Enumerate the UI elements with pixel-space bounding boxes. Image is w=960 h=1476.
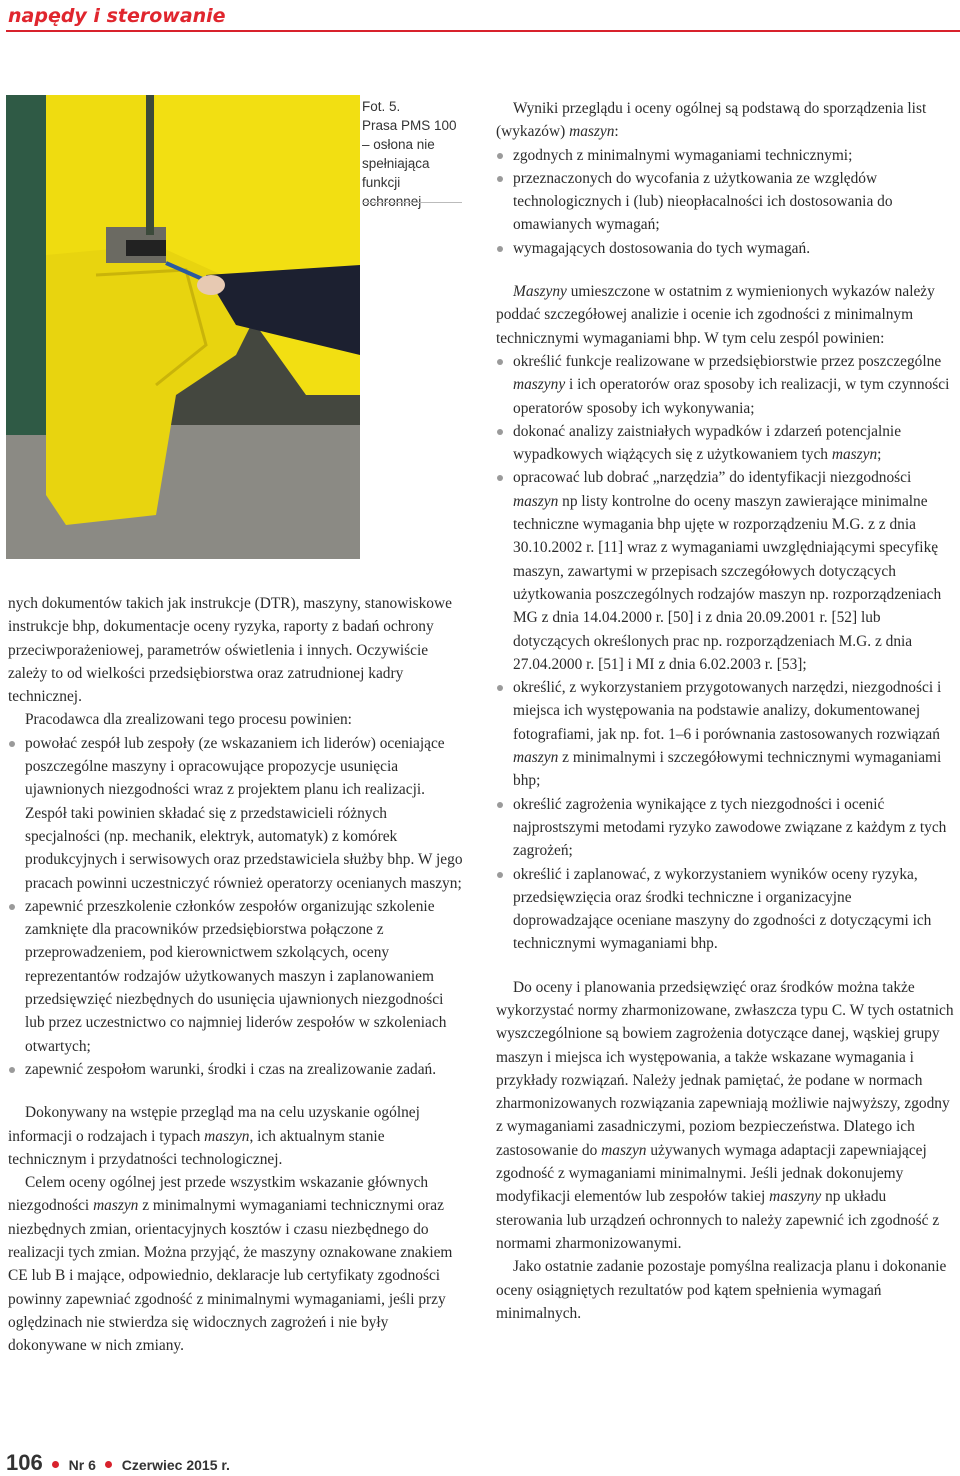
machines-paragraph: Maszyny umieszczone w ostatnim z wymienionych wykazów należy poddać szczegółowej analizie i ocenie ich zgodności z minimalnym technicznymi wymaganiami bhp. W tym celu zespól powinien: [496, 283, 935, 347]
team-tasks-list [496, 350, 955, 956]
figure-label: Fot. 5. [362, 99, 401, 114]
results-list [496, 144, 955, 260]
caption-divider [362, 202, 462, 203]
employer-list [8, 732, 464, 1081]
list-item: zapewnić przeszkolenie członków zespołów organizując szkolenie zamknięte dla pracowników przedsiębiorstwa połączone z przeprowadzeniem, pod kierownictwem szkolących, oceny reprezentantów rodzajów użytkowanych maszyn i zaplanowaniem przedsięwzięć niezbędnych do usunięcia ujawnionych niezgodności lub przez uczestnictwo co najmniej liderów zespołów w szkoleniach otwartych; [8, 895, 464, 1058]
bullet-dot-icon [105, 1461, 112, 1468]
final-paragraph: Jako ostatnie zadanie pozostaje pomyślna realizacja planu i dokonanie oceny osiągniętych rezultatów pod kątem spełnienia wymagań minimalnych. [496, 1258, 947, 1322]
list-item: określić zagrożenia wynikające z tych niezgodności i ocenić najprostszymi metodami ryzyko zawodowe związane z każdym z tych zagrożeń; [496, 793, 955, 863]
goal-paragraph: Celem oceny ogólnej jest przede wszystkim wskazanie głównych niezgodności maszyn z minimalnymi wymaganiami technicznymi oraz niezbędnych zmian, orientacyjnych kosztów i czasu niezbędnego do realizacji tych zmian. Można przyjąć, że maszyny oznakowane znakiem CE lub B i mające, odpowiednio, deklaracje lub certyfikaty zgodności powinny zapewniać zgodność z minimalnymi wymaganiami, jeśli przy oględzinach nie stwierdza się widocznych zagrożeń i nie były dokonywane w nich zmiany. [8, 1174, 453, 1355]
list-item: zgodnych z minimalnymi wymaganiami technicznymi; [496, 144, 955, 167]
section-title: napędy i sterowanie [8, 5, 226, 27]
list-item: zapewnić zespołom warunki, środki i czas na zrealizowanie zadań. [8, 1058, 464, 1081]
figure-caption [362, 97, 462, 211]
press-photo-drawing [6, 95, 360, 559]
list-item: przeznaczonych do wycofania z użytkowania ze względów technologicznych i (lub) nieopłacalności ich dostosowania do omawianych wymagań; [496, 167, 955, 237]
issue-number: Nr 6 [68, 1457, 96, 1473]
page-footer [6, 1450, 230, 1476]
list-item: opracować lub dobrać „narzędzia” do identyfikacji niezgodności maszyn np listy kontrolne do oceny maszyn zawierające minimalne techniczne wymagania bhp ujęte w rozporządzeniu M.G. z z dnia 30.10.2002 r. [11] wraz z wymaganiami uwzględniającymi specyfikę maszyn, zawartymi w przepisach szczegółowych dotyczących użytkowania poszczególnych rodzajów maszyn np. rozporządzeniach MG z dnia 14.04.2000 r. [50] i z dnia 20.09.2001 r. [52] lub dotyczących określonych prac np. rozporządzeniach M.G. z dnia 27.04.2000 r. [51] i MI z dnia 6.02.2003 r. [53]; [496, 466, 955, 676]
list-item: określić i zaplanować, z wykorzystaniem wyników oceny ryzyka, przedsięwzięcia oraz środki techniczne i organizacyjne doprowadzające oceniane maszyny do zgodności z dotyczącymi ich technicznymi wymaganiami bhp. [496, 863, 955, 956]
press-photo [6, 95, 360, 559]
bullet-dot-icon [52, 1461, 59, 1468]
list-item: powołać zespół lub zespoły (ze wskazaniem ich liderów) oceniające poszczególne maszyny i opracowujące propozycje usunięcia ujawnionych niezgodności wraz z projektem planu ich realizacji. Zespół taki powinien składać się z przedstawicieli różnych specjalności (np. mechanik, elektryk, automatyk) z komórek produkcyjnych i serwisowych oraz przedstawiciela służby bhp. W jego pracach powinni uczestniczyć również operatorzy ocenianych maszyn; [8, 732, 464, 895]
page-number: 106 [6, 1450, 43, 1475]
planning-paragraph: Do oceny i planowania przedsięwzięć oraz środków można także wykorzystać normy zharmonizowane, zwłaszcza typu C. W tych ostatnich wyszczególnione są bowiem zagrożenia dotyczące danej, wąskiej grupy maszyn i miejsca ich występowania, a także wskazane wymagania i przykłady rozwiązań. Należy jednak pamiętać, że podane w normach zharmonizowanych rozwiązania zapewniają możliwie najwyższy, zgodny z wymaganiami zasadniczymi, poziom bezpieczeństwa. Dlatego ich zastosowanie do maszyn używanych wymaga adaptacji zapewniającej zgodność z wymaganiami minimalnymi. Jeśli jednak dokonujemy modyfikacji elementów lub zespołów takiej maszyny np układu sterowania lub urządzeń ochronnych to należy zapewnić ich zgodność z normami zharmonizowanymi. [496, 978, 954, 1252]
list-item: wymagających dostosowania do tych wymagań. [496, 237, 955, 260]
employer-intro: Pracodawca dla zrealizowani tego procesu powinien: [25, 711, 352, 729]
section-header [6, 2, 960, 32]
right-column [496, 97, 955, 1325]
issue-date: Czerwiec 2015 r. [121, 1457, 230, 1473]
left-column [8, 592, 464, 1358]
list-item: określić, z wykorzystaniem przygotowanych narzędzi, niezgodności i miejsca ich występowania na podstawie analizy, dokumentowanej fotografiami, jak np. fot. 1–6 i porównania zastosowanych rozwiązań maszyn z minimalnymi i szczegółowymi technicznymi wymaganiami bhp; [496, 676, 955, 792]
results-paragraph: Wyniki przeglądu i oceny ogólnej są podstawą do sporządzenia list (wykazów) maszyn: [496, 100, 927, 141]
list-item: dokonać analizy zaistniałych wypadków i zdarzeń potencjalnie wypadkowych wiążących się z użytkowaniem tych maszyn; [496, 420, 955, 467]
figure-caption-text: Prasa PMS 100 – osłona nie spełniająca funkcji ochronnej [362, 118, 457, 209]
list-item: określić funkcje realizowane w przedsiębiorstwie przez poszczególne maszyny i ich operatorów oraz sposoby ich realizacji, w tym czynności operatorów sposoby ich wykonywania; [496, 350, 955, 420]
continued-paragraph: nych dokumentów takich jak instrukcje (DTR), maszyny, stanowiskowe instrukcje bhp, dokumentacje oceny ryzyka, raporty z badań ochrony przeciwporażeniowej, parametrów oświetlenia i innych. Oczywiście zależy to od wielkości przedsiębiorstwa oraz zatrudnionej kadry technicznej. [8, 595, 452, 706]
review-paragraph: Dokonywany na wstępie przegląd ma na celu uzyskanie ogólnej informacji o rodzajach i typach maszyn, ich aktualnym stanie technicznym i przydatności technologicznej. [8, 1104, 420, 1168]
